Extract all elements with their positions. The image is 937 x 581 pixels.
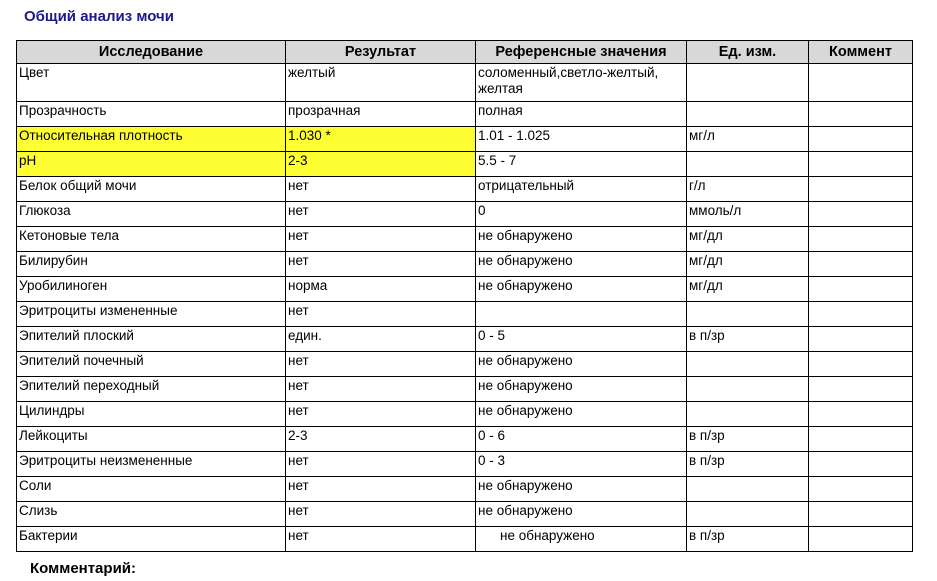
cell-unit [687,302,809,327]
cell-reference: 5.5 - 7 [476,152,687,177]
table-row [17,527,913,552]
cell-test-name: Соли [17,477,286,502]
cell-test-name: Кетоновые тела [17,227,286,252]
table-row-highlighted [17,152,913,177]
comment-footer-label: Комментарий: [30,560,137,577]
table-row [17,477,913,502]
cell-reference: не обнаружено [476,402,687,427]
cell-test-name: Эритроциты измененные [17,302,286,327]
results-table-container [16,40,912,554]
table-row [17,302,913,327]
cell-reference: 0 - 6 [476,427,687,452]
cell-reference: полная [476,102,687,127]
cell-comment [809,377,913,402]
cell-reference: отрицательный [476,177,687,202]
cell-reference: не обнаружено [476,502,687,527]
cell-reference: не обнаружено [476,227,687,252]
cell-unit [687,477,809,502]
cell-result: нет [286,527,476,552]
cell-unit: в п/зр [687,327,809,352]
table-row [17,64,913,102]
table-row [17,502,913,527]
cell-test-name: Бактерии [17,527,286,552]
cell-result: 2-3 [286,427,476,452]
column-header-result: Результат [286,41,476,64]
cell-test-name: Лейкоциты [17,427,286,452]
cell-test-name: Уробилиноген [17,277,286,302]
cell-reference: 1.01 - 1.025 [476,127,687,152]
cell-unit [687,152,809,177]
cell-reference: не обнаружено [476,377,687,402]
cell-result: нет [286,377,476,402]
cell-unit [687,352,809,377]
table-row [17,202,913,227]
cell-unit [687,102,809,127]
cell-comment [809,177,913,202]
cell-result: нет [286,202,476,227]
cell-test-name: Цилиндры [17,402,286,427]
cell-result: нет [286,227,476,252]
cell-comment [809,352,913,377]
cell-result: нет [286,302,476,327]
cell-unit: в п/зр [687,527,809,552]
table-row [17,352,913,377]
table-header-row [17,41,913,64]
cell-test-name: Билирубин [17,252,286,277]
cell-test-name: pH [17,152,286,177]
column-header-reference: Референсные значения [476,41,687,64]
column-header-comment: Коммент [809,41,913,64]
cell-reference: 0 - 5 [476,327,687,352]
cell-unit: в п/зр [687,452,809,477]
table-row [17,277,913,302]
cell-test-name: Эритроциты неизмененные [17,452,286,477]
cell-reference: не обнаружено [476,527,687,552]
cell-reference: соломенный,светло-желтый, желтая [476,64,687,102]
column-header-test: Исследование [17,41,286,64]
cell-comment [809,202,913,227]
cell-result: нет [286,252,476,277]
cell-result: прозрачная [286,102,476,127]
table-row [17,177,913,202]
table-row [17,327,913,352]
cell-unit [687,402,809,427]
cell-result: 2-3 [286,152,476,177]
cell-result: нет [286,402,476,427]
cell-reference: не обнаружено [476,277,687,302]
cell-result: нет [286,352,476,377]
table-row [17,102,913,127]
cell-comment [809,327,913,352]
cell-unit: мг/дл [687,277,809,302]
cell-unit: мг/л [687,127,809,152]
cell-result: норма [286,277,476,302]
cell-comment [809,527,913,552]
cell-test-name: Эпителий почечный [17,352,286,377]
cell-test-name: Эпителий плоский [17,327,286,352]
cell-result: 1.030 * [286,127,476,152]
cell-reference: не обнаружено [476,252,687,277]
cell-unit [687,64,809,102]
cell-unit: мг/дл [687,227,809,252]
cell-comment [809,402,913,427]
cell-unit: г/л [687,177,809,202]
cell-unit: ммоль/л [687,202,809,227]
cell-result: желтый [286,64,476,102]
table-row [17,252,913,277]
table-row [17,377,913,402]
table-row-highlighted [17,127,913,152]
cell-comment [809,102,913,127]
cell-comment [809,127,913,152]
cell-test-name: Относительная плотность [17,127,286,152]
cell-test-name: Глюкоза [17,202,286,227]
cell-reference: не обнаружено [476,352,687,377]
cell-reference: 0 - 3 [476,452,687,477]
cell-reference: 0 [476,202,687,227]
table-row [17,427,913,452]
cell-unit [687,502,809,527]
cell-comment [809,64,913,102]
cell-comment [809,502,913,527]
cell-unit [687,377,809,402]
cell-test-name: Цвет [17,64,286,102]
cell-comment [809,152,913,177]
cell-test-name: Эпителий переходный [17,377,286,402]
cell-test-name: Прозрачность [17,102,286,127]
cell-result: един. [286,327,476,352]
cell-unit: мг/дл [687,252,809,277]
cell-unit: в п/зр [687,427,809,452]
cell-comment [809,252,913,277]
cell-result: нет [286,177,476,202]
table-row [17,402,913,427]
results-table [16,40,913,552]
cell-result: нет [286,452,476,477]
column-header-unit: Ед. изм. [687,41,809,64]
cell-comment [809,427,913,452]
page-title: Общий анализ мочи [24,8,174,25]
table-row [17,452,913,477]
cell-comment [809,477,913,502]
cell-comment [809,277,913,302]
cell-test-name: Белок общий мочи [17,177,286,202]
cell-reference: не обнаружено [476,477,687,502]
cell-test-name: Слизь [17,502,286,527]
cell-result: нет [286,502,476,527]
cell-result: нет [286,477,476,502]
cell-comment [809,452,913,477]
cell-reference [476,302,687,327]
cell-comment [809,227,913,252]
cell-comment [809,302,913,327]
table-row [17,227,913,252]
